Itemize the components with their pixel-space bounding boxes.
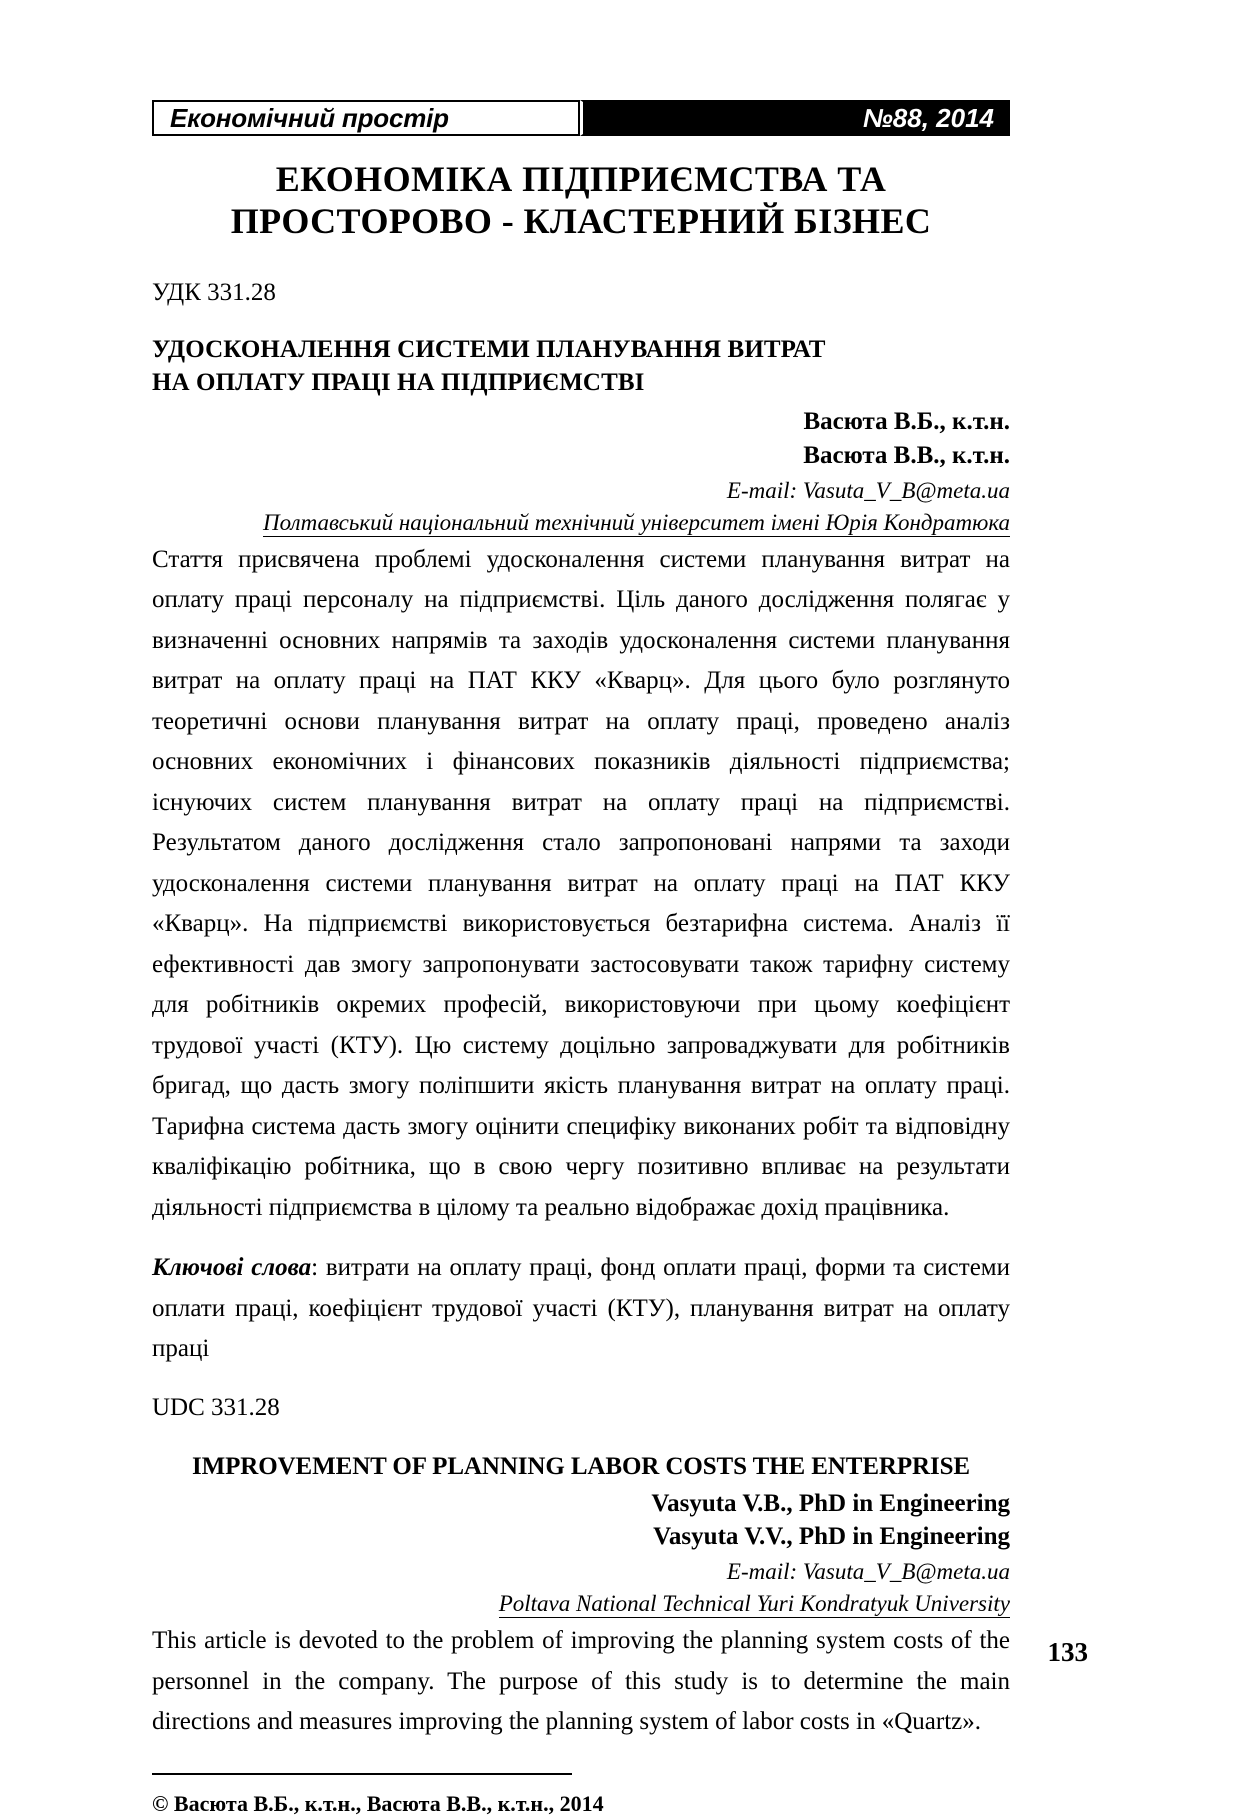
abstract-uk-text: Стаття присвячена проблемі удосконалення системи планування витрат на оплату праці персоналу на підприємстві. Ціль даного дослідження полягає у визначенні основних напрямів та заходів удосконалення системи планування витрат на оплату праці на ПАТ ККУ «Кварц». Для цього було розглянуто теоретичні основи планування витрат на оплату праці, проведено аналіз основних економічних і фінансових показників діяльності підприємства; існуючих систем планування витрат на оплату праці на підприємстві. Результатом даного дослідження стало запропоновані напрями та заходи удосконалення системи планування витрат на оплату праці на ПАТ ККУ «Кварц». На підприємстві використовується безтарифна система. Аналіз її ефективності дав змогу запропонувати застосовувати також тарифну систему для робітників окремих професій, використовуючи при цьому коефіцієнт трудової участі (КТУ). Цю систему доцільно запроваджувати для робітників бригад, що дасть змогу поліпшити якість планування витрат на оплату праці. Тарифна система дасть змогу оцінити специфіку виконаних робіт та відповідну кваліфікацію робітника, що в свою чергу позитивно впливає на результати діяльності підприємства в цілому та реально відображає дохід працівника. <box>152 545 1010 1221</box>
author-uk-1: Васюта В.Б., к.т.н. <box>803 408 1010 436</box>
section-heading-line-1: ЕКОНОМІКА ПІДПРИЄМСТВА ТА <box>275 159 887 199</box>
udc-code-en: UDC 331.28 <box>152 1393 280 1421</box>
page-content <box>152 0 1010 1817</box>
keywords-separator: : <box>311 1254 326 1282</box>
abstract-uk <box>152 540 1010 1229</box>
abstract-en-text: This article is devoted to the problem of improving the planning system costs of the personnel in the company. The purpose of this study is to determine the main directions and measures improving the planning system of labor costs in «Quartz». <box>152 1627 1010 1736</box>
abstract-en <box>152 1621 1010 1743</box>
article-title-uk <box>152 333 1010 400</box>
section-heading-line-2: ПРОСТОРОВО - КЛАСТЕРНИЙ БІЗНЕС <box>230 201 932 242</box>
email-en: E-mail: Vasuta_V_B@meta.ua <box>726 1559 1010 1585</box>
email-uk: E-mail: Vasuta_V_B@meta.ua <box>726 477 1010 503</box>
page-number: 133 <box>1047 1637 1088 1667</box>
running-head <box>152 100 1010 136</box>
authors-uk <box>152 405 1010 472</box>
author-en-1: Vasyuta V.B., PhD in Engineering <box>651 1489 1010 1517</box>
affiliation-en <box>152 1589 1010 1619</box>
author-en-2: Vasyuta V.V., PhD in Engineering <box>653 1523 1010 1551</box>
affiliation-uk-text: Полтавський національний технічний університет імені Юрія Кондратюка <box>263 509 1010 535</box>
keywords-label: Ключові слова <box>152 1254 312 1282</box>
keywords-uk <box>152 1248 1010 1370</box>
affiliation-en-text: Poltava National Technical Yuri Kondratyuk University <box>498 1591 1010 1617</box>
issue-box <box>580 100 1010 136</box>
keywords-text: витрати на оплату праці, фонд оплати праці, форми та системи оплати праці, коефіцієнт трудової участі (КТУ), планування витрат на оплату праці <box>152 1254 1010 1363</box>
udc-code-uk: УДК 331.28 <box>152 278 276 306</box>
section-heading <box>152 158 1010 243</box>
article-title-en: IMPROVEMENT OF PLANNING LABOR COSTS THE ENTERPRISE <box>192 1452 970 1480</box>
footnote-divider <box>152 1773 572 1775</box>
issue-label: №88, 2014 <box>862 103 994 133</box>
copyright-notice: © Васюта В.Б., к.т.н., Васюта В.В., к.т.н., 2014 <box>152 1790 604 1816</box>
authors-en <box>152 1487 1010 1554</box>
article-title-uk-line-1: УДОСКОНАЛЕННЯ СИСТЕМИ ПЛАНУВАННЯ ВИТРАТ <box>152 335 826 363</box>
author-uk-2: Васюта В.В., к.т.н. <box>803 441 1010 469</box>
affiliation-uk <box>152 508 1010 538</box>
journal-name: Економічний простір <box>170 103 449 133</box>
article-title-uk-line-2: НА ОПЛАТУ ПРАЦІ НА ПІДПРИЄМСТВІ <box>152 369 645 397</box>
journal-name-box <box>152 100 580 136</box>
